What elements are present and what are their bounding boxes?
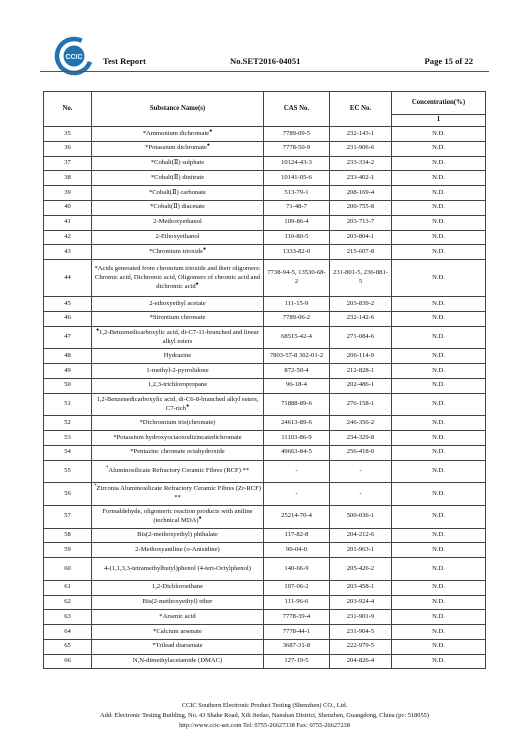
cell-concentration: N.D.: [392, 230, 486, 245]
cell-ec-no: 271-084-6: [330, 326, 392, 349]
cell-ec-no: -: [330, 483, 392, 506]
cell-no: 41: [44, 215, 92, 230]
cell-ec-no: 212-828-1: [330, 364, 392, 379]
cell-cas-no: 1333-82-0: [264, 245, 330, 260]
substance-name: *Chromium trioxide: [148, 247, 203, 255]
cell-no: 63: [44, 610, 92, 625]
cell-ec-no: 203-839-2: [330, 297, 392, 312]
cell-cas-no: 71-48-7: [264, 200, 330, 215]
cell-concentration: N.D.: [392, 445, 486, 460]
cell-cas-no: 872-50-4: [264, 364, 330, 379]
cell-concentration: N.D.: [392, 393, 486, 416]
cell-concentration: N.D.: [392, 156, 486, 171]
cell-substance-name: [92, 654, 264, 669]
table-row: [44, 311, 486, 326]
table-row: [44, 378, 486, 393]
cell-cas-no: 7803-57-8 302-01-2: [264, 349, 330, 364]
cell-cas-no: 24613-89-6: [264, 416, 330, 431]
table-row: [44, 326, 486, 349]
cell-concentration: N.D.: [392, 543, 486, 558]
cell-substance-name: [92, 416, 264, 431]
report-number: No.SET2016-04051: [230, 56, 301, 66]
table-row: [44, 141, 486, 156]
cell-ec-no: 204-826-4: [330, 654, 392, 669]
cell-substance-name: [92, 200, 264, 215]
cell-ec-no: 231-904-5: [330, 625, 392, 640]
cell-no: 59: [44, 543, 92, 558]
substance-name: Bis(2-methoxyethyl) ether: [142, 598, 213, 605]
cell-concentration: N.D.: [392, 200, 486, 215]
cell-ec-no: 232-142-6: [330, 311, 392, 326]
cell-ec-no: 202-486-1: [330, 378, 392, 393]
footnote-mark: ●: [198, 515, 202, 521]
table-row: [44, 505, 486, 528]
table-row: [44, 416, 486, 431]
cell-no: 36: [44, 141, 92, 156]
substance-name: *Trilead diarsenate: [152, 642, 203, 650]
cell-substance-name: [92, 378, 264, 393]
cell-ec-no: 222-979-5: [330, 639, 392, 654]
cell-cas-no: 117-82-8: [264, 528, 330, 543]
cell-substance-name: [92, 311, 264, 326]
cell-cas-no: 7738-94-5, 13530-68-2: [264, 260, 330, 297]
cell-cas-no: -: [264, 483, 330, 506]
footer-address: Add: Electronic Testing Building, No. 43 Shahe Road, Xili Jiedao, Nanshan District, Shenzhen, Guangdong, China (pc: 518055): [99, 712, 430, 719]
table-row: [44, 200, 486, 215]
substance-name: *Cobalt(Ⅱ) dinitrate: [150, 173, 205, 181]
cell-concentration: N.D.: [392, 639, 486, 654]
substance-name: *Acids generated from chromium trioxide and their oligomers: Chromic acid, Dichromic acid, Oligomers of chromic acid and dichromic acid: [94, 264, 261, 290]
cell-substance-name: [92, 156, 264, 171]
cell-ec-no: 231-906-6: [330, 141, 392, 156]
cell-cas-no: 7778-39-4: [264, 610, 330, 625]
cell-concentration: N.D.: [392, 311, 486, 326]
cell-substance-name: [92, 543, 264, 558]
cell-no: 61: [44, 580, 92, 595]
col-substance-name: Substance Name(s): [92, 92, 264, 127]
cell-ec-no: 203-713-7: [330, 215, 392, 230]
cell-concentration: N.D.: [392, 349, 486, 364]
cell-cas-no: 7789-09-5: [264, 127, 330, 142]
cell-ec-no: 231-901-9: [330, 610, 392, 625]
cell-cas-no: 7778-50-9: [264, 141, 330, 156]
cell-ec-no: 256-418-0: [330, 445, 392, 460]
substance-name: *Dichromium tris(chromate): [139, 418, 216, 426]
prefix-mark: *: [94, 484, 97, 490]
cell-substance-name: [92, 127, 264, 142]
footnote-mark: ●: [195, 281, 199, 287]
cell-ec-no: 205-426-2: [330, 558, 392, 581]
cell-cas-no: 140-66-9: [264, 558, 330, 581]
cell-concentration: N.D.: [392, 654, 486, 669]
cell-concentration: N.D.: [392, 364, 486, 379]
cell-substance-name: [92, 171, 264, 186]
substance-name: Zirconia Aluminosilicate Refractory Ceramic Fibres (Zr-RCF) **: [96, 485, 261, 502]
cell-cas-no: 96-18-4: [264, 378, 330, 393]
cell-concentration: N.D.: [392, 460, 486, 483]
cell-substance-name: [92, 505, 264, 528]
cell-concentration: N.D.: [392, 141, 486, 156]
cell-no: 66: [44, 654, 92, 669]
cell-cas-no: 25214-70-4: [264, 505, 330, 528]
footnote-mark: ●: [209, 128, 213, 134]
cell-no: 50: [44, 378, 92, 393]
cell-cas-no: 107-06-2: [264, 580, 330, 595]
cell-concentration: N.D.: [392, 416, 486, 431]
table-row: [44, 528, 486, 543]
cell-no: 35: [44, 127, 92, 142]
cell-concentration: N.D.: [392, 431, 486, 446]
substance-name: 2-ethoxyethyl acetate: [149, 299, 206, 307]
cell-substance-name: [92, 349, 264, 364]
substance-name: *Cobalt(Ⅱ) sulphate: [150, 159, 205, 167]
cell-no: 54: [44, 445, 92, 460]
report-title: Test Report: [103, 56, 146, 66]
ccic-logo: [54, 36, 94, 76]
cell-substance-name: [92, 528, 264, 543]
cell-substance-name: [92, 580, 264, 595]
table-row: [44, 460, 486, 483]
cell-cas-no: 513-79-1: [264, 186, 330, 201]
substance-name: 2-Methoxyaniline (o-Anisidine): [135, 545, 220, 553]
cell-substance-name: [92, 186, 264, 201]
table-body: [44, 127, 486, 669]
substance-name: *Potassium dichromate: [145, 144, 207, 152]
cell-no: 56: [44, 483, 92, 506]
substance-name: *Potassium hydroxyoctaoxodizincatedichromate: [113, 433, 242, 441]
col-no: No.: [44, 92, 92, 127]
cell-ec-no: -: [330, 460, 392, 483]
cell-ec-no: 231-801-5, 236-881-5: [330, 260, 392, 297]
cell-concentration: N.D.: [392, 127, 486, 142]
substance-name: N,N-dimethylacetamide (DMAC): [132, 657, 223, 665]
table-row: [44, 543, 486, 558]
cell-concentration: N.D.: [392, 297, 486, 312]
cell-cas-no: 111-15-9: [264, 297, 330, 312]
cell-substance-name: [92, 595, 264, 610]
footnote-mark: ●: [206, 143, 210, 149]
table-row: [44, 171, 486, 186]
table-row: [44, 245, 486, 260]
table-row: [44, 230, 486, 245]
cell-substance-name: [92, 483, 264, 506]
cell-ec-no: 500-036-1: [330, 505, 392, 528]
footer-company: CCIC Southern Electronic Product Testing (Shenzhen) CO., Ltd.: [181, 702, 348, 709]
cell-concentration: N.D.: [392, 260, 486, 297]
table-row: [44, 654, 486, 669]
substance-name: *Calcium arsenate: [153, 627, 202, 635]
cell-concentration: N.D.: [392, 326, 486, 349]
cell-cas-no: 109-86-4: [264, 215, 330, 230]
cell-ec-no: 203-924-4: [330, 595, 392, 610]
cell-substance-name: [92, 245, 264, 260]
cell-cas-no: 3687-31-8: [264, 639, 330, 654]
cell-concentration: N.D.: [392, 528, 486, 543]
cell-substance-name: [92, 445, 264, 460]
cell-substance-name: [92, 297, 264, 312]
substance-name: 1,2-Benzenedicarboxylic acid, di-C6-8-branched alkyl esters, C7-rich: [96, 395, 259, 412]
cell-substance-name: [92, 215, 264, 230]
substance-name: *Cobalt(Ⅱ) carbonate: [148, 188, 207, 196]
table-row: [44, 156, 486, 171]
table-row: [44, 127, 486, 142]
table-row: [44, 625, 486, 640]
cell-no: 42: [44, 230, 92, 245]
cell-ec-no: 232-143-1: [330, 127, 392, 142]
cell-cas-no: 127-19-5: [264, 654, 330, 669]
cell-cas-no: 111-96-6: [264, 595, 330, 610]
table-row: [44, 445, 486, 460]
header-divider: [40, 71, 489, 72]
cell-no: 62: [44, 595, 92, 610]
substance-name: 4-(1,1,3,3-tetramethylbutyl)phenol (4-tert-Octylphenol): [104, 564, 251, 572]
substance-name: 1,2,3-trichloropropane: [147, 381, 208, 389]
cell-concentration: N.D.: [392, 580, 486, 595]
cell-no: 46: [44, 311, 92, 326]
substance-name: 1-methyl-2-pyrrolidone: [146, 366, 209, 374]
page-indicator: Page 15 of 22: [424, 56, 473, 66]
cell-substance-name: [92, 364, 264, 379]
cell-no: 39: [44, 186, 92, 201]
cell-concentration: N.D.: [392, 215, 486, 230]
cell-ec-no: 246-356-2: [330, 416, 392, 431]
table-row: [44, 580, 486, 595]
substance-name: Aluminosilicate Refractory Ceramic Fibres (RCF) **: [108, 467, 250, 475]
cell-cas-no: 7789-06-2: [264, 311, 330, 326]
cell-no: 64: [44, 625, 92, 640]
substance-name: Hydrazine: [163, 351, 192, 359]
logo-text: CCIC: [65, 54, 83, 61]
cell-cas-no: -: [264, 460, 330, 483]
cell-concentration: N.D.: [392, 245, 486, 260]
substance-name: *Cobalt(Ⅱ) diacetate: [150, 203, 205, 211]
cell-concentration: N.D.: [392, 378, 486, 393]
cell-concentration: N.D.: [392, 625, 486, 640]
cell-cas-no: 71888-89-6: [264, 393, 330, 416]
cell-ec-no: 206-114-9: [330, 349, 392, 364]
col-concentration: Concentration(%): [392, 92, 486, 115]
cell-concentration: N.D.: [392, 171, 486, 186]
substance-name: 1,2-Dichloroethane: [151, 583, 204, 591]
cell-substance-name: [92, 141, 264, 156]
cell-ec-no: 204-212-6: [330, 528, 392, 543]
substance-name: *Strontium chromate: [149, 314, 206, 322]
cell-no: 57: [44, 505, 92, 528]
substance-name: Formaldehyde, oligomeric reaction products with aniline (technical MDA): [102, 507, 253, 524]
cell-no: 47: [44, 326, 92, 349]
cell-ec-no: 233-334-2: [330, 156, 392, 171]
cell-substance-name: [92, 260, 264, 297]
cell-cas-no: 7778-44-1: [264, 625, 330, 640]
cell-substance-name: [92, 230, 264, 245]
substance-table: [43, 91, 486, 669]
table-row: [44, 639, 486, 654]
col-cas-no: CAS No.: [264, 92, 330, 127]
cell-no: 37: [44, 156, 92, 171]
table-row: [44, 393, 486, 416]
cell-substance-name: [92, 610, 264, 625]
cell-ec-no: 201-963-1: [330, 543, 392, 558]
cell-substance-name: [92, 460, 264, 483]
table-row: [44, 558, 486, 581]
cell-substance-name: [92, 625, 264, 640]
cell-no: 53: [44, 431, 92, 446]
cell-ec-no: 203-458-1: [330, 580, 392, 595]
cell-substance-name: [92, 431, 264, 446]
table-row: [44, 431, 486, 446]
table-row: [44, 186, 486, 201]
cell-substance-name: [92, 393, 264, 416]
substance-name: *Arsenic acid: [159, 612, 196, 620]
footnote-mark: ●: [186, 403, 190, 409]
cell-ec-no: 215-607-8: [330, 245, 392, 260]
table-row: [44, 297, 486, 312]
cell-cas-no: 11103-86-9: [264, 431, 330, 446]
cell-substance-name: [92, 558, 264, 581]
cell-substance-name: [92, 326, 264, 349]
col-concentration-sample: 1: [392, 115, 486, 127]
cell-cas-no: 10141-05-6: [264, 171, 330, 186]
table-row: [44, 215, 486, 230]
cell-ec-no: 234-329-8: [330, 431, 392, 446]
substance-name: *Pentazinc chromate octahydroxide: [130, 448, 225, 456]
cell-no: 43: [44, 245, 92, 260]
cell-cas-no: 49663-84-5: [264, 445, 330, 460]
cell-no: 65: [44, 639, 92, 654]
cell-no: 45: [44, 297, 92, 312]
cell-ec-no: 203-804-1: [330, 230, 392, 245]
table-row: [44, 595, 486, 610]
footer-contact: http://www.ccic-set.com Tel: 0755-26627338 Fax: 0755-26627238: [179, 722, 350, 729]
cell-no: 52: [44, 416, 92, 431]
cell-no: 44: [44, 260, 92, 297]
cell-no: 38: [44, 171, 92, 186]
cell-concentration: N.D.: [392, 558, 486, 581]
cell-cas-no: 90-04-0: [264, 543, 330, 558]
table-row: [44, 260, 486, 297]
cell-ec-no: 233-402-1: [330, 171, 392, 186]
substance-name: 2-Methoxyethanol: [153, 218, 202, 226]
cell-no: 51: [44, 393, 92, 416]
table-row: [44, 610, 486, 625]
cell-no: 40: [44, 200, 92, 215]
cell-ec-no: 208-169-4: [330, 186, 392, 201]
substance-name: Bis(2-methoxyethyl) phthalate: [137, 531, 218, 539]
cell-no: 48: [44, 349, 92, 364]
table-row: [44, 349, 486, 364]
cell-no: 58: [44, 528, 92, 543]
cell-cas-no: 68515-42-4: [264, 326, 330, 349]
cell-concentration: N.D.: [392, 186, 486, 201]
substance-name: *Ammonium dichromate: [142, 129, 210, 137]
substance-name: 2-Ethoxyethanol: [155, 233, 200, 241]
cell-concentration: N.D.: [392, 595, 486, 610]
cell-no: 55: [44, 460, 92, 483]
cell-substance-name: [92, 639, 264, 654]
cell-no: 49: [44, 364, 92, 379]
cell-concentration: N.D.: [392, 505, 486, 528]
col-ec-no: EC No.: [330, 92, 392, 127]
cell-no: 60: [44, 558, 92, 581]
substance-name: 1,2-Benzenedicarboxylic acid, di-C7-11-branched and linear alkyl esters: [99, 328, 259, 345]
cell-cas-no: 110-80-5: [264, 230, 330, 245]
prefix-mark: *: [105, 465, 109, 471]
cell-concentration: N.D.: [392, 610, 486, 625]
cell-concentration: N.D.: [392, 483, 486, 506]
table-row: [44, 483, 486, 506]
cell-ec-no: 276-158-1: [330, 393, 392, 416]
cell-cas-no: 10124-43-3: [264, 156, 330, 171]
table-row: [44, 364, 486, 379]
cell-ec-no: 200-755-8: [330, 200, 392, 215]
prefix-mark: ●: [96, 327, 100, 333]
footnote-mark: ●: [203, 246, 207, 252]
